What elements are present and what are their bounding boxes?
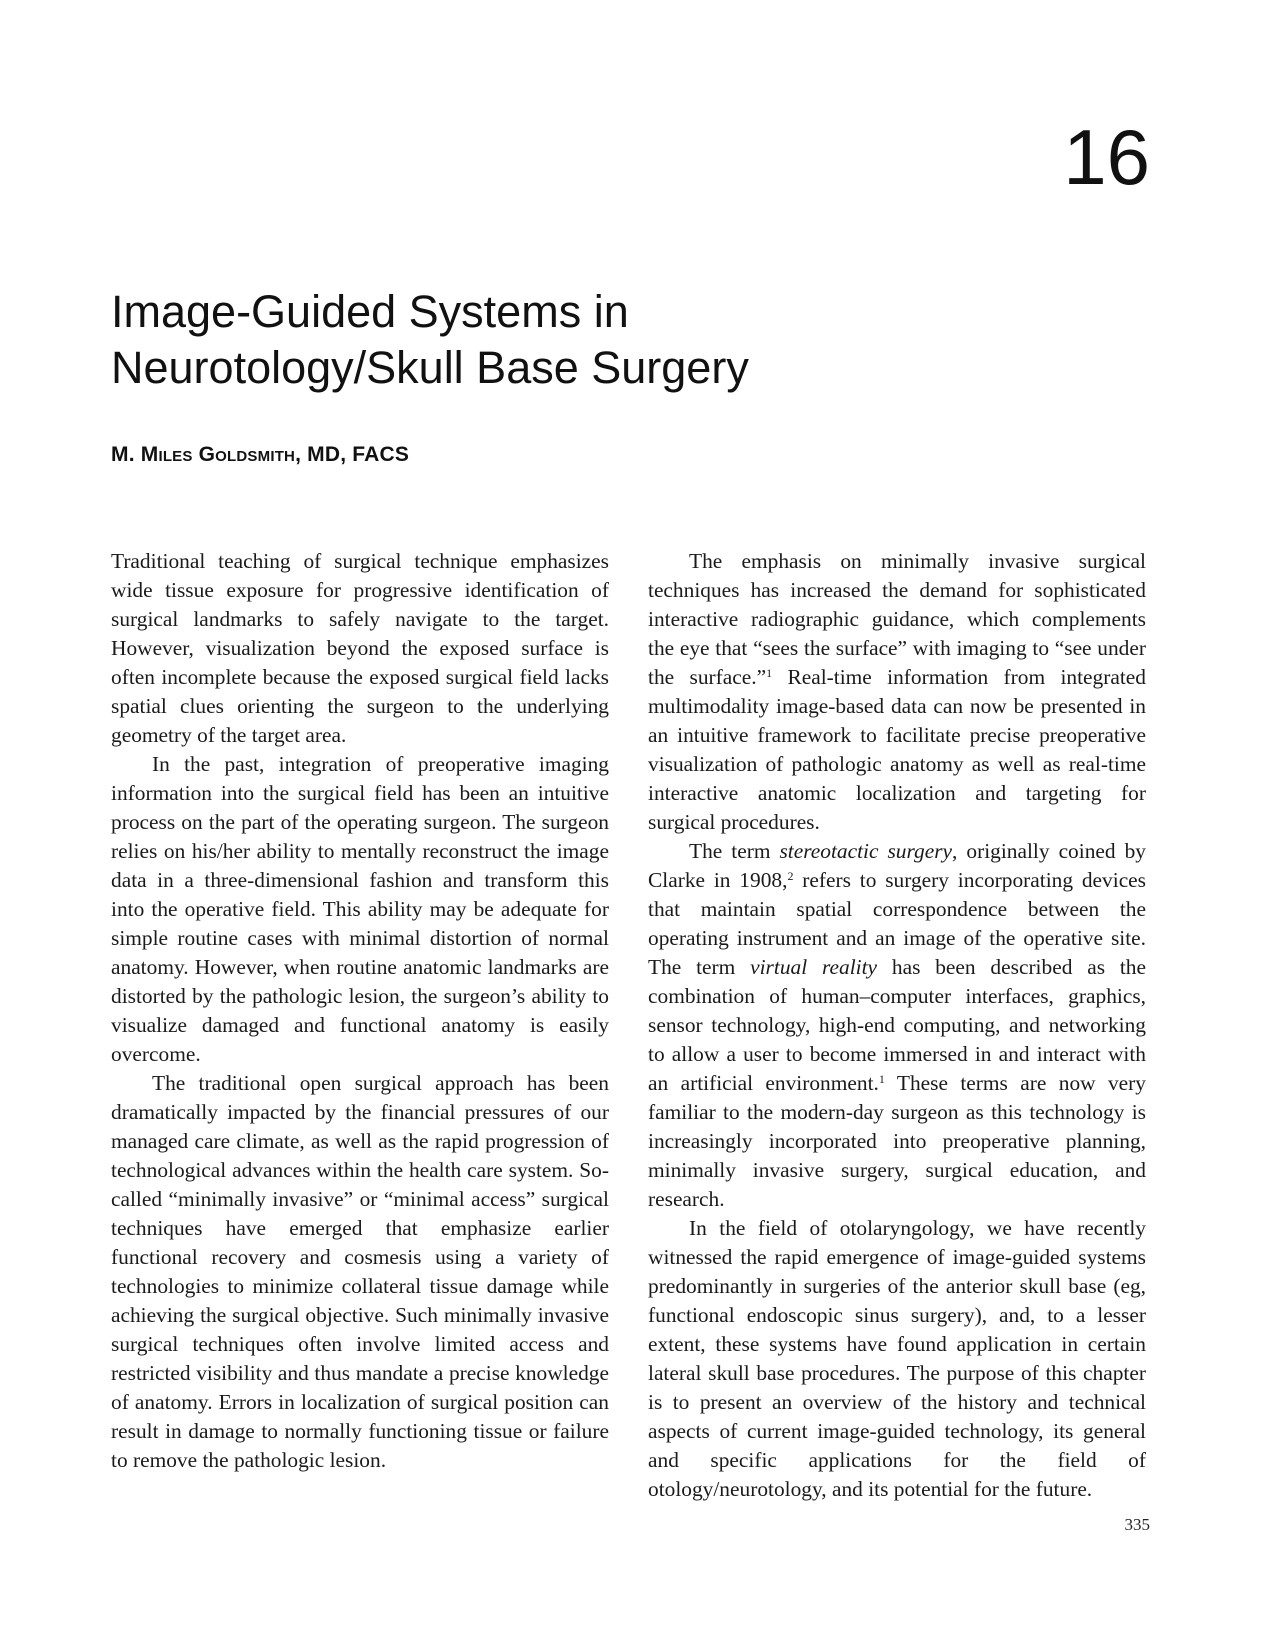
paragraph: [648, 837, 1146, 1214]
paragraph-text: has been described as the combination of human–computer interfaces, graphics, sensor technology, high-end computing, and networking to allow a user to become immersed in and interact with an artificial environment.: [648, 955, 1147, 1095]
paragraph: In the field of otolaryngology, we have recently witnessed the rapid emergence of image-guided systems predominantly in surgeries of the anterior skull base (eg, functional endoscopic sinus surgery), and, to a lesser extent, these systems have found application in certain lateral skull base procedures. The purpose of this chapter is to present an overview of the history and technical aspects of current image-guided technology, its general and specific applications for the field of otology/neurotology, and its potential for the future.: [648, 1216, 1146, 1501]
chapter-title-line-1: Image-Guided Systems in: [111, 286, 629, 337]
right-column: [648, 547, 1146, 1504]
paragraph-text: , originally coined by Clarke in 1908,: [648, 839, 1146, 892]
term-virtual-reality: virtual reality: [750, 955, 878, 979]
paragraph: In the past, integration of preoperative imaging information into the surgical field has been an intuitive process on the part of the operating surgeon. The surgeon relies on his/her ability to mentally reconstruct the image data in a three-dimensional fashion and transform this into the operative field. This ability may be adequate for simple routine cases with minimal distortion of normal anatomy. However, when routine anatomic landmarks are distorted by the pathologic lesion, the surgeon’s ability to visualize damaged and functional anatomy is easily overcome.: [111, 752, 609, 1066]
paragraph-text: The term: [689, 839, 780, 863]
chapter-number: 16: [1063, 113, 1150, 201]
paragraph-text: refers to surgery incorporating devices that maintain spatial correspondence between the operating instrument and an image of the operative site. The term: [648, 868, 1147, 979]
paragraph-text: Real-time information from integrated multimodality image-based data can now be presented in an intuitive framework to facilitate precise preoperative visualization of pathologic anatomy as well as real-time interactive anatomic localization and targeting for surgical procedures.: [648, 665, 1146, 834]
paragraph: [648, 547, 1146, 837]
reference-marker: 1: [878, 1071, 885, 1086]
term-stereotactic-surgery: stereotactic surgery: [779, 839, 953, 863]
paragraph-text: The emphasis on minimally invasive surgical techniques has increased the demand for sophisticated interactive radiographic guidance, which complements the eye that “sees the surface” with imaging to “see under the surface.”: [648, 549, 1146, 689]
page-number: 335: [1124, 1515, 1150, 1534]
left-column: [111, 547, 609, 1475]
author-byline: M. Miles Goldsmith, MD, FACS: [111, 443, 410, 466]
chapter-title-line-2: Neurotology/Skull Base Surgery: [111, 342, 749, 393]
paragraph: Traditional teaching of surgical technique emphasizes wide tissue exposure for progressive identification of surgical landmarks to safely navigate to the target. However, visualization beyond the exposed surface is often incomplete because the exposed surgical field lacks spatial clues orienting the surgeon to the underlying geometry of the target area.: [111, 549, 609, 747]
paragraph: The traditional open surgical approach has been dramatically impacted by the financial pressures of our managed care climate, as well as the rapid progression of technological advances within the health care system. So-called “minimally invasive” or “minimal access” surgical techniques have emerged that emphasize earlier functional recovery and cosmesis using a variety of technologies to minimize collateral tissue damage while achieving the surgical objective. Such minimally invasive surgical techniques often involve limited access and restricted visibility and thus mandate a precise knowledge of anatomy. Errors in localization of surgical position can result in damage to normally functioning tissue or failure to remove the pathologic lesion.: [111, 1071, 609, 1472]
chapter-title: [111, 284, 1011, 396]
reference-marker: 2: [787, 868, 794, 883]
reference-marker: 1: [766, 665, 773, 680]
paragraph-text: These terms are now very familiar to the modern-day surgeon as this technology is increasingly incorporated into preoperative planning, minimally invasive surgery, surgical education, and research.: [648, 1071, 1146, 1211]
